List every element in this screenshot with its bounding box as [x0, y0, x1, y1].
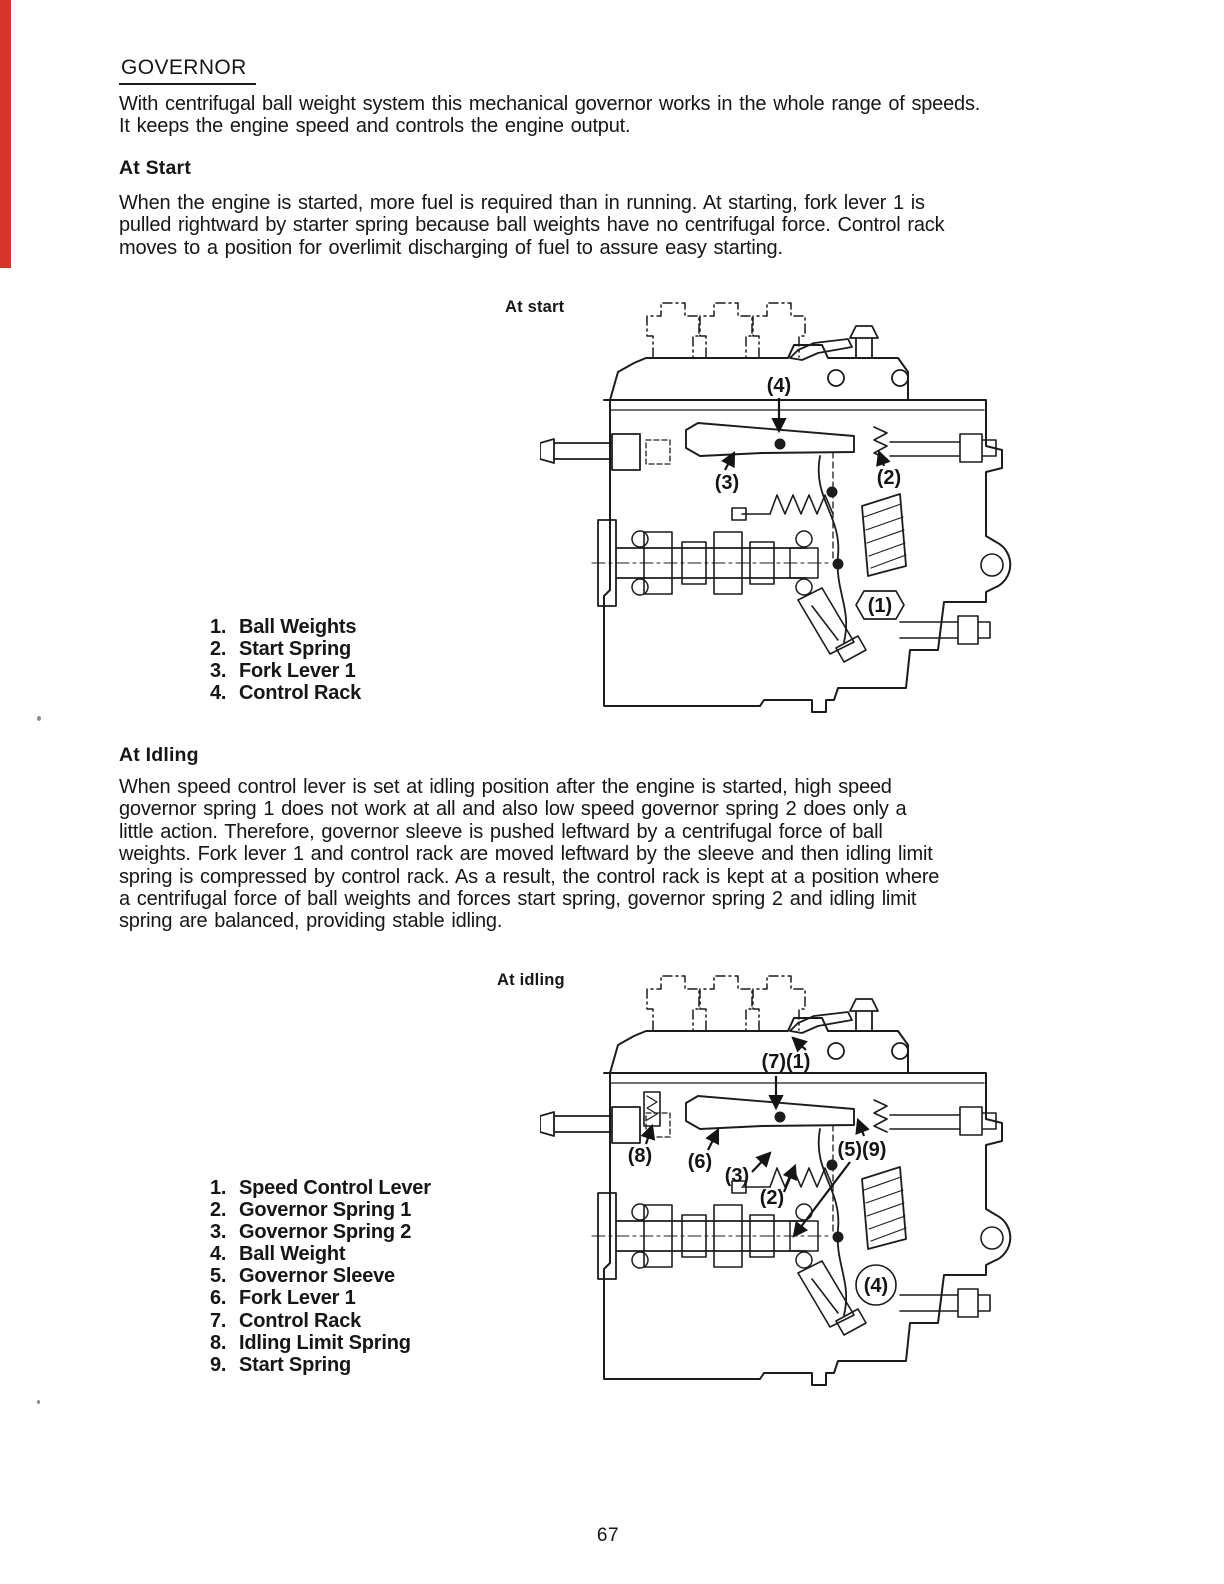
- legend-item: [210, 1265, 431, 1287]
- callout-label-2: (2): [759, 1187, 785, 1209]
- legend-num: 4.: [210, 1243, 227, 1266]
- section-heading-at-start: At Start: [119, 157, 192, 179]
- callout-label-2: (2): [876, 467, 902, 489]
- legend-num: 9.: [210, 1353, 227, 1376]
- legend-num: 3.: [210, 660, 227, 682]
- callout-label-4: (4): [863, 1275, 889, 1297]
- legend-label: Governor Sleeve: [239, 1265, 395, 1288]
- legend-item: [210, 682, 361, 704]
- legend-num: 8.: [210, 1331, 227, 1354]
- figure-at-idling-diagram: [540, 969, 1030, 1409]
- callout-label-5-9: (5)(9): [837, 1139, 887, 1161]
- callout-arrow: [793, 1038, 806, 1050]
- at-idling-paragraph: [119, 776, 1024, 933]
- figure-caption-at-idling: At idling: [497, 971, 565, 989]
- legend-label: Speed Control Lever: [239, 1177, 431, 1199]
- legend-num: 6.: [210, 1287, 227, 1310]
- legend-item: [210, 1287, 431, 1309]
- legend-item: [210, 1243, 431, 1265]
- red-margin-bar: [0, 0, 11, 268]
- legend-label: Control Rack: [239, 682, 362, 704]
- callout-arrow: [646, 1126, 652, 1144]
- figure-at-idling-callouts: [628, 1038, 896, 1305]
- legend-num: 5.: [210, 1265, 227, 1288]
- legend-item: [210, 1177, 431, 1199]
- callout-label-3: (3): [724, 1165, 750, 1187]
- section-heading-at-idling: At Idling: [119, 744, 199, 766]
- legend-item: [210, 616, 361, 638]
- paragraph-line: moves to a position for overlimit discharging of fuel to assure easy starting.: [119, 236, 783, 259]
- legend-item: [210, 1310, 431, 1332]
- page-title: GOVERNOR: [119, 56, 256, 85]
- callout-arrow: [752, 1153, 770, 1172]
- legend-num: 1.: [210, 1177, 227, 1199]
- paragraph-line: With centrifugal ball weight system this mechanical governor works in the whole range of speeds.: [119, 93, 981, 115]
- legend-num: 3.: [210, 1221, 227, 1244]
- legend-label: Control Rack: [239, 1309, 362, 1332]
- scan-speck: [37, 1400, 40, 1404]
- legend-label: Governor Spring 2: [239, 1221, 412, 1244]
- paragraph-line: weights. Fork lever 1 and control rack are moved leftward by the sleeve and then idling limit: [119, 843, 933, 866]
- figure-at-start-diagram: [540, 296, 1024, 720]
- figure-caption-at-start: At start: [505, 298, 565, 316]
- legend-item: [210, 638, 361, 660]
- legend-num: 1.: [210, 616, 227, 638]
- paragraph-line: little action. Therefore, governor sleeve is pushed leftward by a centrifugal force of ball: [119, 820, 883, 843]
- legend-label: Ball Weights: [239, 616, 357, 638]
- legend-label: Fork Lever 1: [239, 660, 356, 682]
- figure-at-start-legend: [210, 616, 361, 704]
- legend-item: [210, 1354, 431, 1376]
- legend-num: 2.: [210, 638, 227, 660]
- legend-num: 4.: [210, 682, 227, 704]
- page-number: 67: [596, 1525, 620, 1546]
- callout-label-6: (6): [687, 1151, 713, 1173]
- paragraph-line: When speed control lever is set at idling position after the engine is started, high speed: [119, 776, 892, 798]
- at-start-paragraph: [119, 192, 1024, 259]
- callout-label-7-1: (7)(1): [761, 1051, 811, 1073]
- figure-at-idling-legend: [210, 1177, 431, 1376]
- legend-label: Start Spring: [239, 638, 352, 660]
- legend-num: 7.: [210, 1309, 227, 1332]
- callout-label-8: (8): [627, 1145, 653, 1167]
- legend-label: Idling Limit Spring: [239, 1331, 411, 1354]
- callout-label-3: (3): [714, 472, 740, 494]
- legend-label: Governor Spring 1: [239, 1199, 412, 1222]
- legend-label: Fork Lever 1: [239, 1287, 356, 1310]
- legend-num: 2.: [210, 1199, 227, 1222]
- paragraph-line: When the engine is started, more fuel is required than in running. At starting, fork lever 1 is: [119, 192, 925, 214]
- legend-label: Start Spring: [239, 1353, 352, 1376]
- paragraph-line: a centrifugal force of ball weights and forces start spring, governor spring 2 and idling limit: [119, 888, 917, 911]
- paragraph-line: spring is compressed by control rack. As a result, the control rack is kept at a position where: [119, 865, 940, 888]
- legend-label: Ball Weight: [239, 1243, 346, 1266]
- callout-label-1: (1): [867, 595, 893, 617]
- paragraph-line: governor spring 1 does not work at all and also low speed governor spring 2 does only a: [119, 798, 907, 821]
- legend-item: [210, 1332, 431, 1354]
- paragraph-line: pulled rightward by starter spring because ball weights have no centrifugal force. Control rack: [119, 214, 945, 237]
- scan-speck: [37, 716, 41, 721]
- callout-arrow: [858, 1120, 864, 1136]
- legend-item: [210, 660, 361, 682]
- legend-item: [210, 1199, 431, 1221]
- paragraph-line: It keeps the engine speed and controls the engine output.: [119, 115, 631, 138]
- legend-item: [210, 1221, 431, 1243]
- callout-arrow: [784, 1166, 795, 1192]
- callout-label-4: (4): [766, 375, 792, 397]
- callout-arrow: [879, 452, 884, 466]
- callout-arrow: [708, 1130, 718, 1150]
- paragraph-line: spring are balanced, providing stable idling.: [119, 910, 503, 933]
- intro-paragraph: [119, 93, 1024, 138]
